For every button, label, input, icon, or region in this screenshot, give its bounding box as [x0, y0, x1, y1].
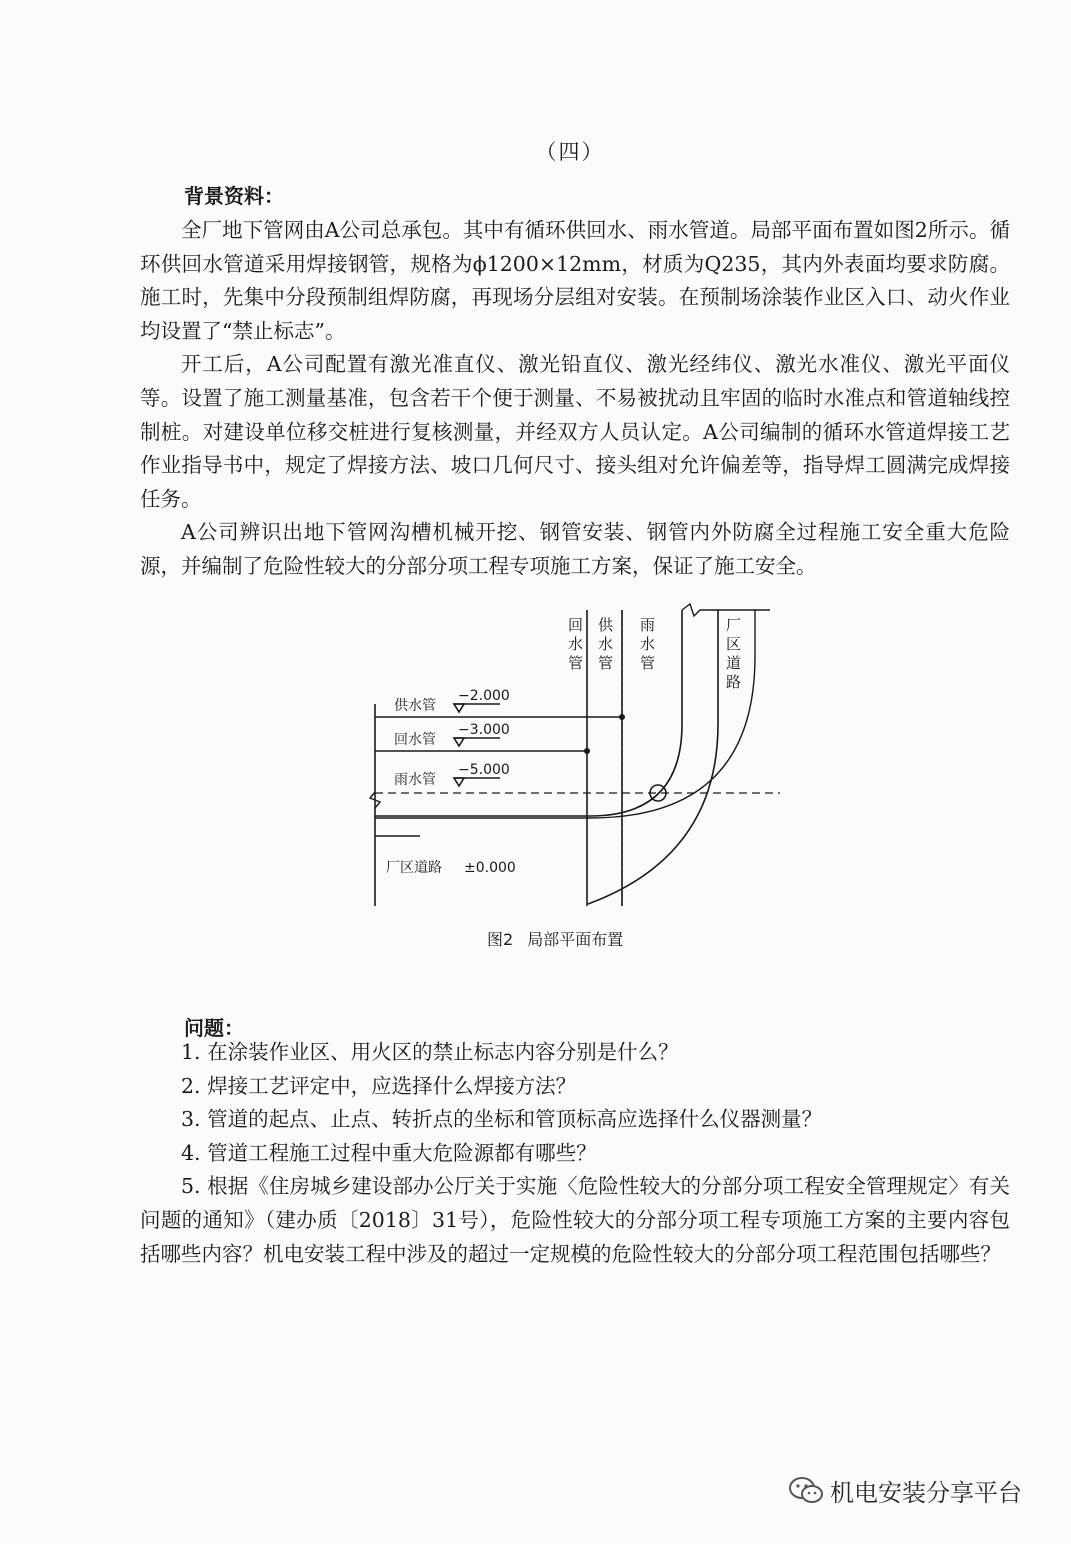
- supply-pipe-label: 供水管: [394, 698, 436, 714]
- background-paragraph-2: 开工后，A公司配置有激光准直仪、激光铅直仪、激光经纬仪、激光水准仪、激光平面仪等。设置了施工测量基准，包含若干个便于测量、不易被扰动且牢固的临时水准点和管道轴线控制桩。对建设单位移交桩进行复核测量，并经双方人员认定。A公司编制的循环水管道焊接工艺作业指导书中，规定了焊接方法、坡口几何尺寸、接头组对允许偏差等，指导焊工圆满完成焊接任务。: [140, 352, 1010, 511]
- question-item: 1. 在涂装作业区、用火区的禁止标志内容分别是什么？: [181, 1040, 679, 1064]
- return-pipe-elevation: −3.000: [458, 722, 510, 738]
- questions-list: [140, 1036, 1010, 1271]
- supply-elevation-marker: [454, 704, 464, 712]
- rain-pipe-label: 雨水管: [394, 772, 436, 788]
- rain-pipe-elevation: −5.000: [458, 762, 510, 778]
- figure-caption-number: 图2: [487, 930, 514, 949]
- rain-elevation-marker: [454, 778, 464, 786]
- road-elevation: ±0.000: [464, 860, 516, 876]
- question-item: 2. 焊接工艺评定中，应选择什么焊接方法？: [181, 1073, 577, 1098]
- supply-pipe-elevation: −2.000: [458, 688, 510, 704]
- road-label: 厂区道路: [386, 860, 442, 876]
- return-junction-dot: [584, 748, 590, 754]
- question-item: 4. 管道工程施工过程中重大危险源都有哪些？: [181, 1140, 597, 1165]
- questions-heading: 问题：: [184, 1016, 244, 1040]
- pipe-layout-figure: [360, 596, 780, 916]
- return-pipe-vertical-label: 回水管: [568, 616, 584, 672]
- background-paragraph-1: 全厂地下管网由A公司总承包。其中有循环供回水、雨水管道。局部平面布置如图2所示。循环供回水管道采用焊接钢管，规格为ϕ1200×12mm，材质为Q235，其内外表面均要求防腐。施工时，先集中分段预制组焊防腐，再现场分层组对安装。在预制场涂装作业区入口、动火作业均设置了“禁止标志”。: [140, 218, 1010, 343]
- background-heading: 背景资料：: [184, 184, 284, 208]
- background-paragraph-3: A公司辨识出地下管网沟槽机械开挖、钢管安装、钢管内外防腐全过程施工安全重大危险源，并编制了危险性较大的分部分项工程专项施工方案，保证了施工安全。: [140, 520, 1010, 578]
- figure-caption-text: 局部平面布置: [527, 930, 624, 949]
- question-item: 3. 管道的起点、止点、转折点的坐标和管顶标高应选择什么仪器测量？: [181, 1107, 823, 1132]
- figure-caption: [487, 927, 623, 950]
- supply-junction-dot: [619, 714, 625, 720]
- question-item: 5. 根据《住房城乡建设部办公厅关于实施〈危险性较大的分部分项工程安全管理规定〉有关问题的通知》（建办质〔2018〕31号），危险性较大的分部分项工程专项施工方案的主要内容包括哪些内容？机电安装工程中涉及的超过一定规模的危险性较大的分部分项工程范围包括哪些？: [140, 1174, 1010, 1266]
- wechat-icon: [788, 1476, 824, 1506]
- road-vertical-label: 厂区道路: [726, 616, 742, 691]
- supply-pipe-vertical-label: 供水管: [598, 616, 614, 672]
- return-elevation-marker: [454, 738, 464, 746]
- watermark: [788, 1473, 1022, 1508]
- section-title: （四）: [535, 140, 605, 164]
- pipe-layout-diagram: [360, 596, 780, 916]
- background-text: [140, 214, 1010, 584]
- return-pipe-label: 回水管: [394, 732, 436, 748]
- top-break-line: [682, 604, 770, 616]
- rain-pipe-vertical-label: 雨水管: [640, 616, 656, 672]
- watermark-text: 机电安装分享平台: [830, 1479, 1022, 1507]
